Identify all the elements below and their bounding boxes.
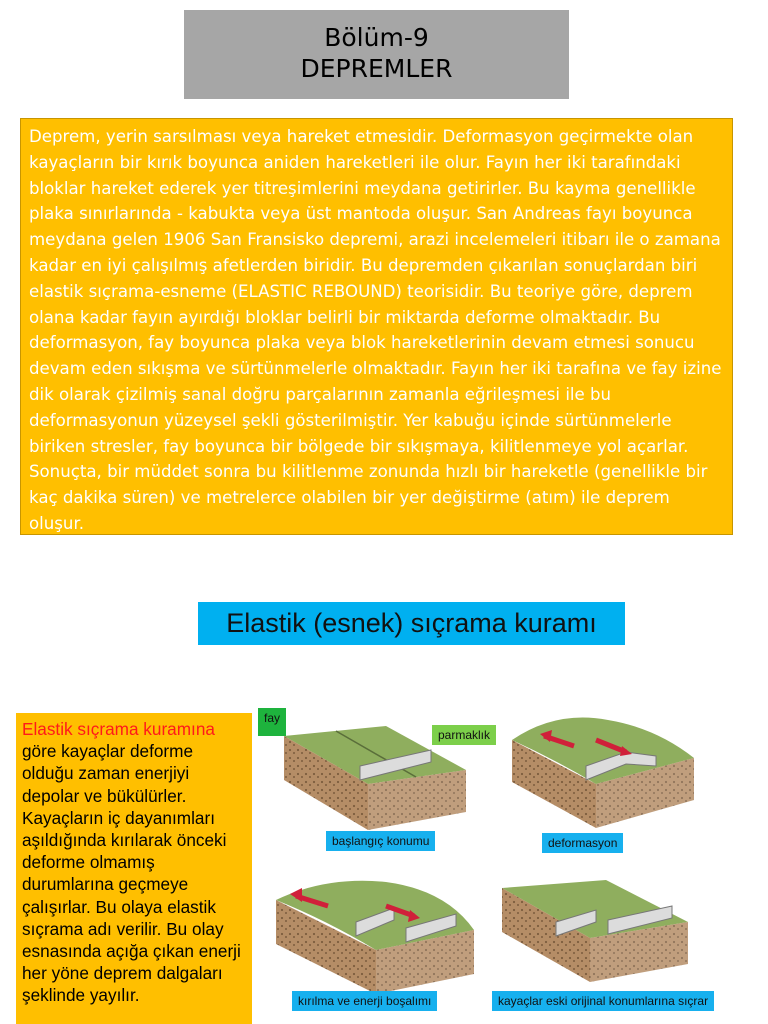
side-highlight: Elastik sıçrama kuramına <box>22 719 215 739</box>
intro-paragraph: Deprem, yerin sarsılması veya hareket etmesidir. Deformasyon geçirmekte olan kayaçların bir kırık boyunca aniden hareketleri ile olur. Fayın her iki tarafındaki bloklar hareket ederek yer titreşimlerini meydana getirirler. Bu kayma genellikle plaka sınırlarında - kabukta veya üst mantoda oluşur. San Andreas fayı boyunca meydana gelen 1906 San Fransisko depremi, arazi incelemeleri itibarı ile o zamana kadar en iyi çalışılmış afetlerden biridir. Bu depremden çıkarılan sonuçlardan biri elastik sıçrama-esneme (ELASTIC REBOUND) teorisidir. Bu teoriye göre, deprem olana kadar fayın ayırdığı bloklar belirli bir miktarda deforme olmaktadır. Bu deformasyon, fay boyunca plaka veya blok hareketlerinin devam etmesi sonucu devam eden sıkışma ve sürtünmelerle olmaktadır. Fayın her iki tarafına ve fay izine dik olarak çizilmiş sanal doğru parçalarının zamanla eğrileşmesi ile bu deformasyonun yüzeysel şekli gösterilmiştir. Yer kabuğu içinde sürtünmelerle biriken stresler, fay boyunca bir bölgede bir sıkışmaya, kilitlenmeye yol açarlar. Sonuçta, bir müddet sonra bu kilitlenme zonunda hızlı bir hareketle (genellikle bir kaç dakika süren) ve metrelerce olabilen bir yer değiştirme (atım) ile deprem oluşur. <box>29 127 722 533</box>
block-rebound <box>502 880 688 982</box>
label-stage-initial: başlangıç konumu <box>326 831 435 851</box>
side-text: göre kayaçlar deforme olduğu zaman enerjiyi depolar ve bükülürler. Kayaçların iç dayanımları aşıldığında kırılarak önceki deforme olmamış durumlarına geçmeye çalışırlar. Bu olaya elastik sıçrama adı verilir. Bu olay esnasında açığa çıkan enerji her yöne deprem dalgaları şeklinde yayılır. <box>22 741 241 1006</box>
side-text-box <box>16 713 252 1024</box>
block-deformation <box>512 718 694 829</box>
chapter-title-box <box>184 10 569 99</box>
label-fence: parmaklık <box>432 725 496 745</box>
elastic-rebound-diagram <box>256 700 756 1024</box>
chapter-number: Bölüm-9 <box>324 23 429 52</box>
section-title: Elastik (esnek) sıçrama kuramı <box>198 602 625 645</box>
label-fault: fay <box>258 708 286 736</box>
chapter-title: DEPREMLER <box>300 54 453 83</box>
diagram-illustration <box>256 700 756 1024</box>
label-stage-deformation: deformasyon <box>542 833 623 853</box>
label-stage-rebound: kayaçlar eski orijinal konumlarına sıçrar <box>492 991 714 1011</box>
label-stage-rupture: kırılma ve enerji boşalımı <box>292 991 437 1011</box>
intro-text-box <box>20 118 733 535</box>
block-rupture <box>276 881 474 994</box>
